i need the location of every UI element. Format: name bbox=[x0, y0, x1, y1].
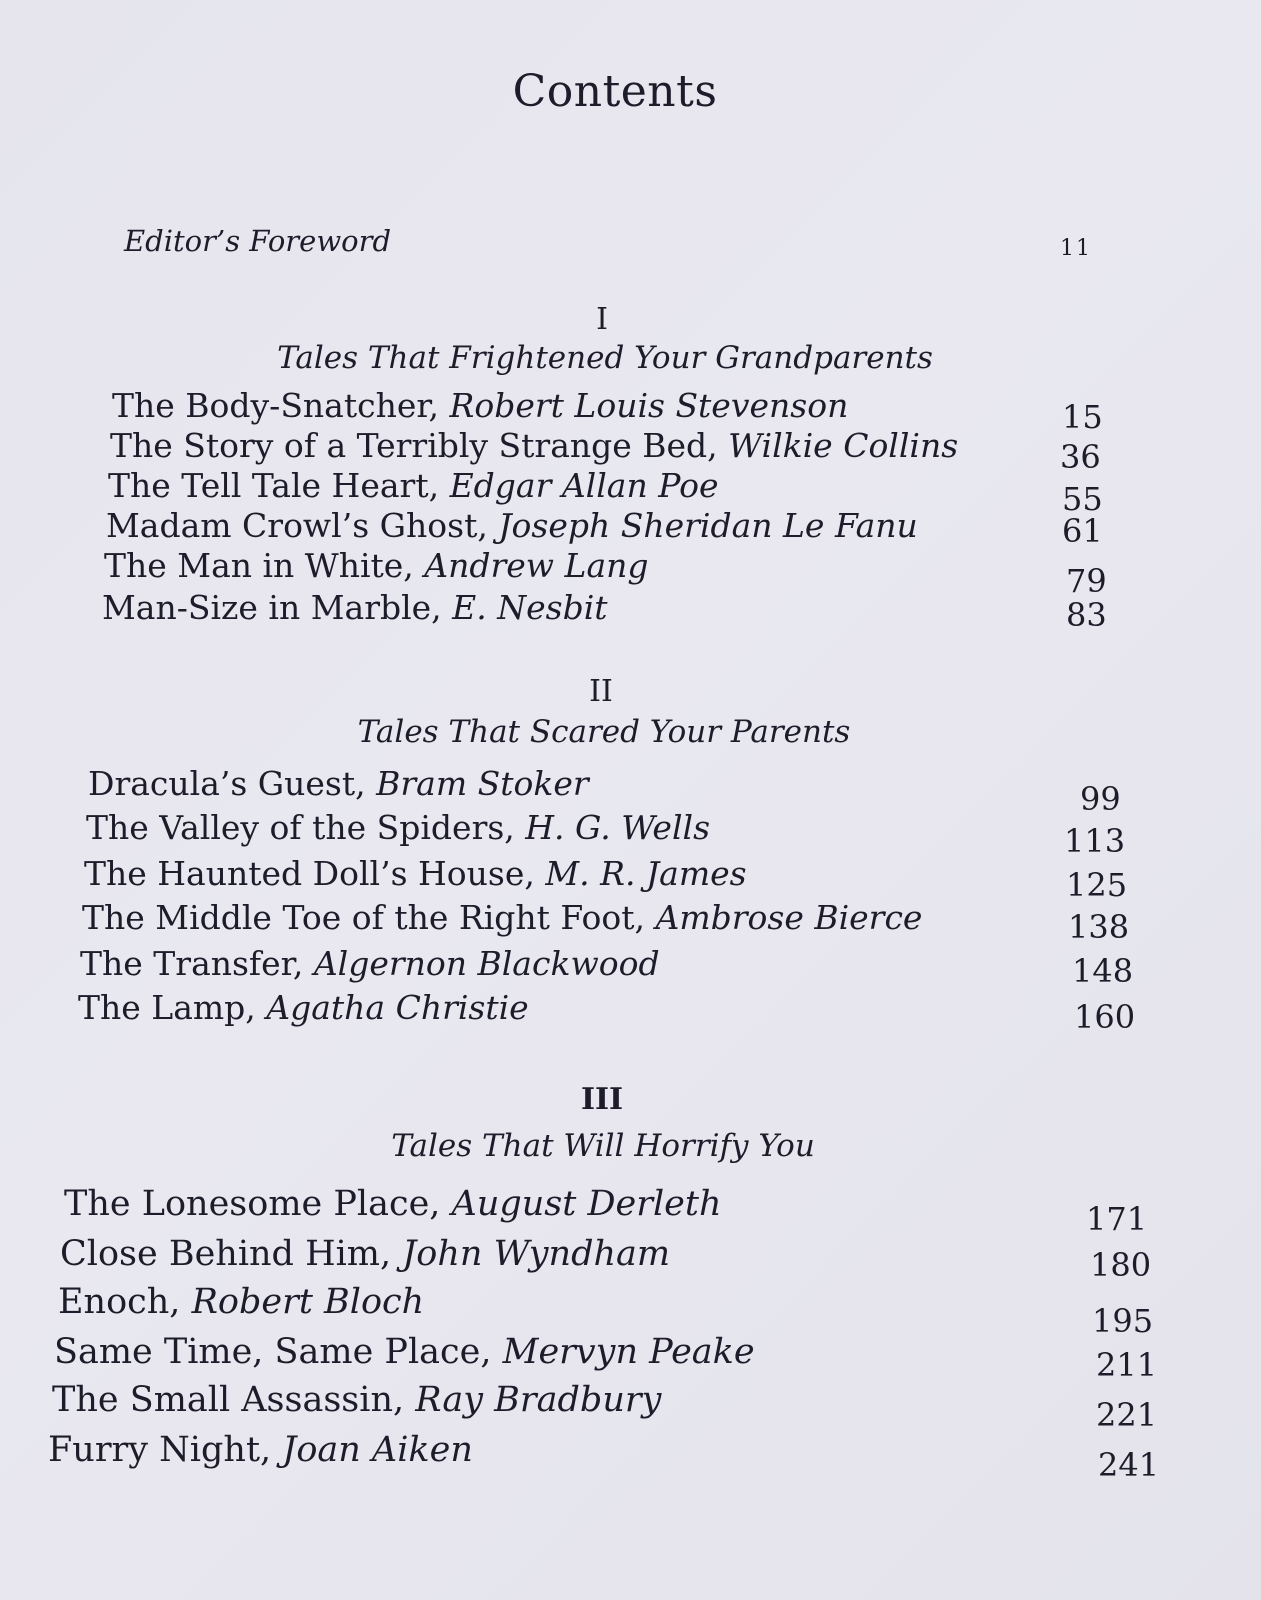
author-name: August Derleth bbox=[451, 1184, 722, 1224]
story-title: The Story of a Terribly Strange Bed, bbox=[110, 426, 718, 465]
author-name: Bram Stoker bbox=[376, 764, 589, 803]
author-name: M. R. James bbox=[545, 854, 747, 893]
toc-entry bbox=[80, 944, 660, 983]
toc-entry bbox=[104, 546, 649, 585]
author-name: Ray Bradbury bbox=[415, 1380, 662, 1420]
toc-entry bbox=[82, 898, 922, 937]
part-title: Tales That Frightened Your Grandparents bbox=[277, 340, 933, 376]
page-number: 160 bbox=[1074, 998, 1136, 1036]
page-number: 79 bbox=[1066, 562, 1107, 600]
part-numeral: II bbox=[589, 674, 613, 709]
toc-entry bbox=[108, 466, 718, 505]
toc-entry bbox=[64, 1184, 721, 1224]
author-name: John Wyndham bbox=[402, 1234, 671, 1274]
author-name: Mervyn Peake bbox=[502, 1332, 755, 1372]
author-name: Robert Louis Stevenson bbox=[449, 386, 849, 425]
author-name: Andrew Lang bbox=[424, 546, 649, 585]
page-number: 55 bbox=[1062, 480, 1103, 518]
toc-entry bbox=[58, 1282, 424, 1322]
author-name: H. G. Wells bbox=[525, 808, 711, 847]
page-number: 148 bbox=[1072, 952, 1134, 990]
page-number: 61 bbox=[1062, 512, 1103, 550]
author-name: Ambrose Bierce bbox=[655, 898, 923, 937]
story-title: Same Time, Same Place, bbox=[54, 1332, 492, 1372]
author-name: Edgar Allan Poe bbox=[449, 466, 719, 505]
toc-entry bbox=[110, 426, 958, 465]
author-name: E. Nesbit bbox=[452, 588, 608, 627]
story-title: Furry Night, bbox=[48, 1430, 272, 1470]
page-number: 195 bbox=[1092, 1302, 1154, 1340]
story-title: Enoch, bbox=[58, 1282, 181, 1322]
part-title: Tales That Scared Your Parents bbox=[357, 714, 851, 750]
author-name: Robert Bloch bbox=[191, 1282, 425, 1322]
part-title: Tales That Will Horrify You bbox=[391, 1128, 815, 1164]
author-name: Agatha Christie bbox=[266, 988, 529, 1027]
story-title: The Haunted Doll’s House, bbox=[84, 854, 535, 893]
story-title: Man-Size in Marble, bbox=[102, 588, 442, 627]
page-number: 221 bbox=[1096, 1396, 1158, 1434]
toc-entry bbox=[112, 386, 848, 425]
story-title: The Small Assassin, bbox=[52, 1380, 405, 1420]
toc-entry bbox=[88, 764, 589, 803]
page-number: 36 bbox=[1060, 438, 1101, 476]
part-numeral: I bbox=[596, 302, 608, 337]
page-number: 15 bbox=[1062, 398, 1103, 436]
toc-entry bbox=[54, 1332, 755, 1372]
page-number: 125 bbox=[1066, 866, 1128, 904]
author-name: Joseph Sheridan Le Fanu bbox=[498, 506, 918, 545]
story-title: Close Behind Him, bbox=[60, 1234, 392, 1274]
author-name: Algernon Blackwood bbox=[313, 944, 660, 983]
story-title: The Transfer, bbox=[80, 944, 304, 983]
page-number: 241 bbox=[1098, 1446, 1160, 1484]
toc-entry bbox=[84, 854, 747, 893]
toc-entry bbox=[102, 588, 608, 627]
story-title: The Lonesome Place, bbox=[64, 1184, 441, 1224]
story-title: The Man in White, bbox=[104, 546, 414, 585]
toc-entry bbox=[60, 1234, 670, 1274]
page-number: 113 bbox=[1064, 822, 1126, 860]
toc-entry bbox=[52, 1380, 661, 1420]
story-title: The Middle Toe of the Right Foot, bbox=[82, 898, 645, 937]
foreword-label: Editor’s Foreword bbox=[124, 224, 392, 258]
page-number: 211 bbox=[1096, 1346, 1158, 1384]
toc-entry bbox=[86, 808, 710, 847]
story-title: Madam Crowl’s Ghost, bbox=[106, 506, 488, 545]
toc-entry bbox=[78, 988, 529, 1027]
page-number: 138 bbox=[1068, 908, 1130, 946]
story-title: Dracula’s Guest, bbox=[88, 764, 366, 803]
part-numeral: III bbox=[580, 1082, 624, 1117]
page-title: Contents bbox=[512, 66, 718, 117]
story-title: The Tell Tale Heart, bbox=[108, 466, 440, 505]
story-title: The Body-Snatcher, bbox=[112, 386, 440, 425]
author-name: Joan Aiken bbox=[282, 1430, 473, 1470]
toc-entry bbox=[48, 1430, 473, 1470]
page-number: 83 bbox=[1066, 596, 1107, 634]
story-title: The Valley of the Spiders, bbox=[86, 808, 515, 847]
page-number: 171 bbox=[1086, 1200, 1148, 1238]
author-name: Wilkie Collins bbox=[728, 426, 959, 465]
toc-entry bbox=[106, 506, 918, 545]
story-title: The Lamp, bbox=[78, 988, 256, 1027]
page-number: 180 bbox=[1090, 1246, 1152, 1284]
foreword-page-number: 11 bbox=[1060, 236, 1092, 261]
page-number: 99 bbox=[1080, 780, 1121, 818]
